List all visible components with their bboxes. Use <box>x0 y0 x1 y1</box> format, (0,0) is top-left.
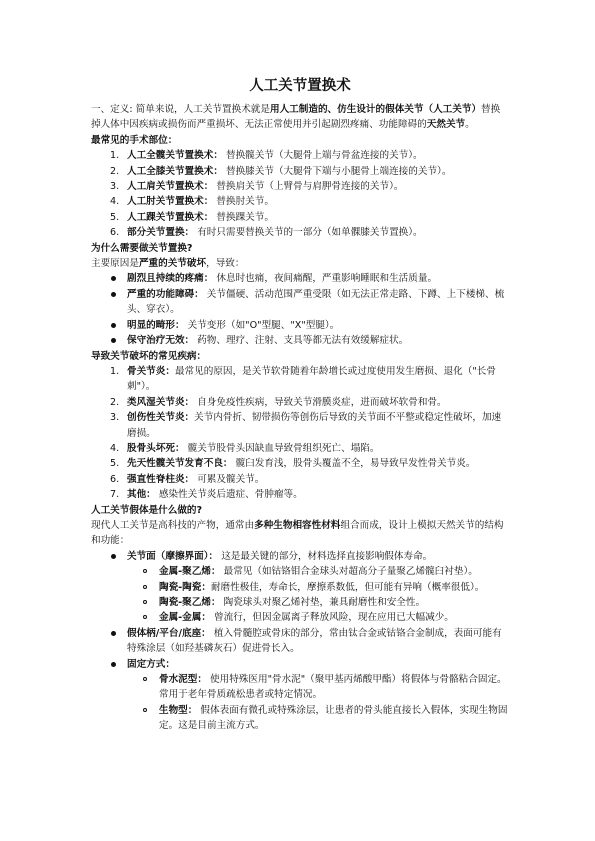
list-item: 6. 强直性脊柱炎： 可累及髋关节。 <box>110 473 265 485</box>
list-item: 7. 其他： 感染性关节炎后遗症、骨肿瘤等。 <box>110 489 303 501</box>
surgeries-list <box>91 148 509 240</box>
definition-bold-prosthesis: 用人工制造的、仿生设计的假体关节（人工关节） <box>269 104 482 115</box>
bullet-icon <box>111 292 116 297</box>
why-list <box>91 271 509 348</box>
list-item: 3. 创伤性关节炎：关节内骨折、韧带损伤等创伤后导致的关节面不平整或稳定性破坏，加速磨损。 <box>110 412 502 439</box>
bullet-icon <box>111 631 116 636</box>
list-item: 5. 先天性髋关节发育不良： 髋臼发育浅，股骨头覆盖不全，易导致早发性骨关节炎。 <box>110 458 476 470</box>
why-heading: 为什么需要做关节置换? <box>91 242 193 254</box>
list-item: 陶瓷-陶瓷：耐磨性极佳，寿命长，摩擦系数低，但可能有异响（概率很低）。 <box>91 580 509 595</box>
hollow-bullet-icon <box>143 585 147 589</box>
list-item: 严重的功能障碍： 关节僵硬、活动范围严重受限（如无法正常走路、下蹲、上下楼梯、梳头、穿衣）。 <box>91 287 509 318</box>
hollow-bullet-icon <box>143 615 147 619</box>
list-item: 假体柄/平台/底座： 植入骨髓腔或骨床的部分，常由钛合金或钴铬合金制成，表面可能有特殊涂层（如羟基磷灰石）促进骨长入。 <box>91 626 509 657</box>
hollow-bullet-icon <box>143 708 147 712</box>
list-item: 金属-金属： 曾流行，但因金属离子释放风险，现在应用已大幅减少。 <box>91 610 509 625</box>
list-item: 1. 人工全髋关节置换术： 替换髋关节（大腿骨上端与骨盆连接的关节）。 <box>110 150 423 162</box>
list-item: 关节面（摩擦界面）： 这是最关键的部分，材料选择直接影响假体寿命。 <box>91 549 509 564</box>
list-item: 1. 骨关节炎：最常见的原因，是关节软骨随着年龄增长或过度使用发生磨损、退化（"长骨刺"）。 <box>110 365 496 393</box>
causes-list <box>91 364 509 503</box>
list-item: 2. 人工全膝关节置换术： 替换膝关节（大腿骨下端与小腿骨上端连接的关节）。 <box>110 165 452 177</box>
list-item: 4. 股骨头坏死： 髋关节股骨头因缺血导致骨组织死亡、塌陷。 <box>110 442 380 454</box>
prosthesis-heading: 人工关节假体是什么做的? <box>91 504 203 516</box>
page-title: 人工关节置换术 <box>249 78 351 94</box>
prosthesis-list <box>91 549 509 564</box>
surgeries-heading: 最常见的手术部位： <box>91 134 178 146</box>
prosthesis-intro: 现代人工关节是高科技的产物，通常由多种生物相容性材料组合而成，设计上模拟天然关节的结构和功能： <box>91 519 504 547</box>
hollow-bullet-icon <box>143 600 147 604</box>
list-item: 6. 部分关节置换： 有时只需要替换关节的一部分（如单髁膝关节置换）。 <box>110 227 423 239</box>
list-item: 金属-聚乙烯： 最常见（如钴铬钼合金球头对超高分子量聚乙烯髋臼衬垫）。 <box>91 564 509 579</box>
causes-heading: 导致关节破坏的常见疾病： <box>91 350 207 362</box>
list-item: 剧烈且持续的疼痛： 休息时也痛，夜间痛醒，严重影响睡眠和生活质量。 <box>91 271 509 286</box>
definition-bold-natural-joint: 天然关节 <box>426 119 466 131</box>
list-item: 固定方式： <box>91 657 509 672</box>
fixation-sublist <box>91 672 509 734</box>
bullet-icon <box>111 323 116 328</box>
list-item: 生物型： 假体表面有微孔或特殊涂层，让患者的骨头能直接长入假体，实现生物固定。这是目前主流方式。 <box>91 703 509 734</box>
list-item: 4. 人工肘关节置换术： 替换肘关节。 <box>110 196 274 208</box>
definition-mid: 替换掉人体中因疾病或损伤而严重损坏、无法正常使用并引起剧烈疼痛、功能障碍的 <box>91 104 501 131</box>
prosthesis-list-2 <box>91 626 509 672</box>
list-item: 陶瓷-聚乙烯： 陶瓷球头对聚乙烯衬垫，兼具耐磨性和安全性。 <box>91 595 509 610</box>
definition-end: 。 <box>465 119 475 131</box>
definition-prefix: 一、定义: 简单来说，人工关节置换术就是 <box>91 104 270 115</box>
list-item: 3. 人工肩关节置换术： 替换肩关节（上臂骨与肩胛骨连接的关节）。 <box>110 181 404 193</box>
bullet-icon <box>111 662 116 667</box>
list-item: 2. 类风湿关节炎： 自身免疫性疾病，导致关节滑膜炎症，进而破坏软骨和骨。 <box>110 396 447 408</box>
bullet-icon <box>111 338 116 343</box>
hollow-bullet-icon <box>143 677 147 681</box>
joint-surface-sublist <box>91 564 509 626</box>
list-item: 明显的畸形： 关节变形（如"O"型腿、"X"型腿）。 <box>91 318 509 333</box>
list-item: 骨水泥型： 使用特殊医用"骨水泥"（聚甲基丙烯酸甲酯）将假体与骨骼粘合固定。常用于老年骨质疏松患者或特定情况。 <box>91 672 509 703</box>
bullet-icon <box>111 554 116 559</box>
list-item: 5. 人工踝关节置换术： 替换踝关节。 <box>110 211 274 223</box>
definition-paragraph <box>91 102 509 133</box>
bullet-icon <box>111 276 116 281</box>
why-intro: 主要原因是严重的关节破坏，导致： <box>91 258 245 270</box>
hollow-bullet-icon <box>143 569 147 573</box>
list-item: 保守治疗无效： 药物、理疗、注射、支具等都无法有效缓解症状。 <box>91 333 509 348</box>
